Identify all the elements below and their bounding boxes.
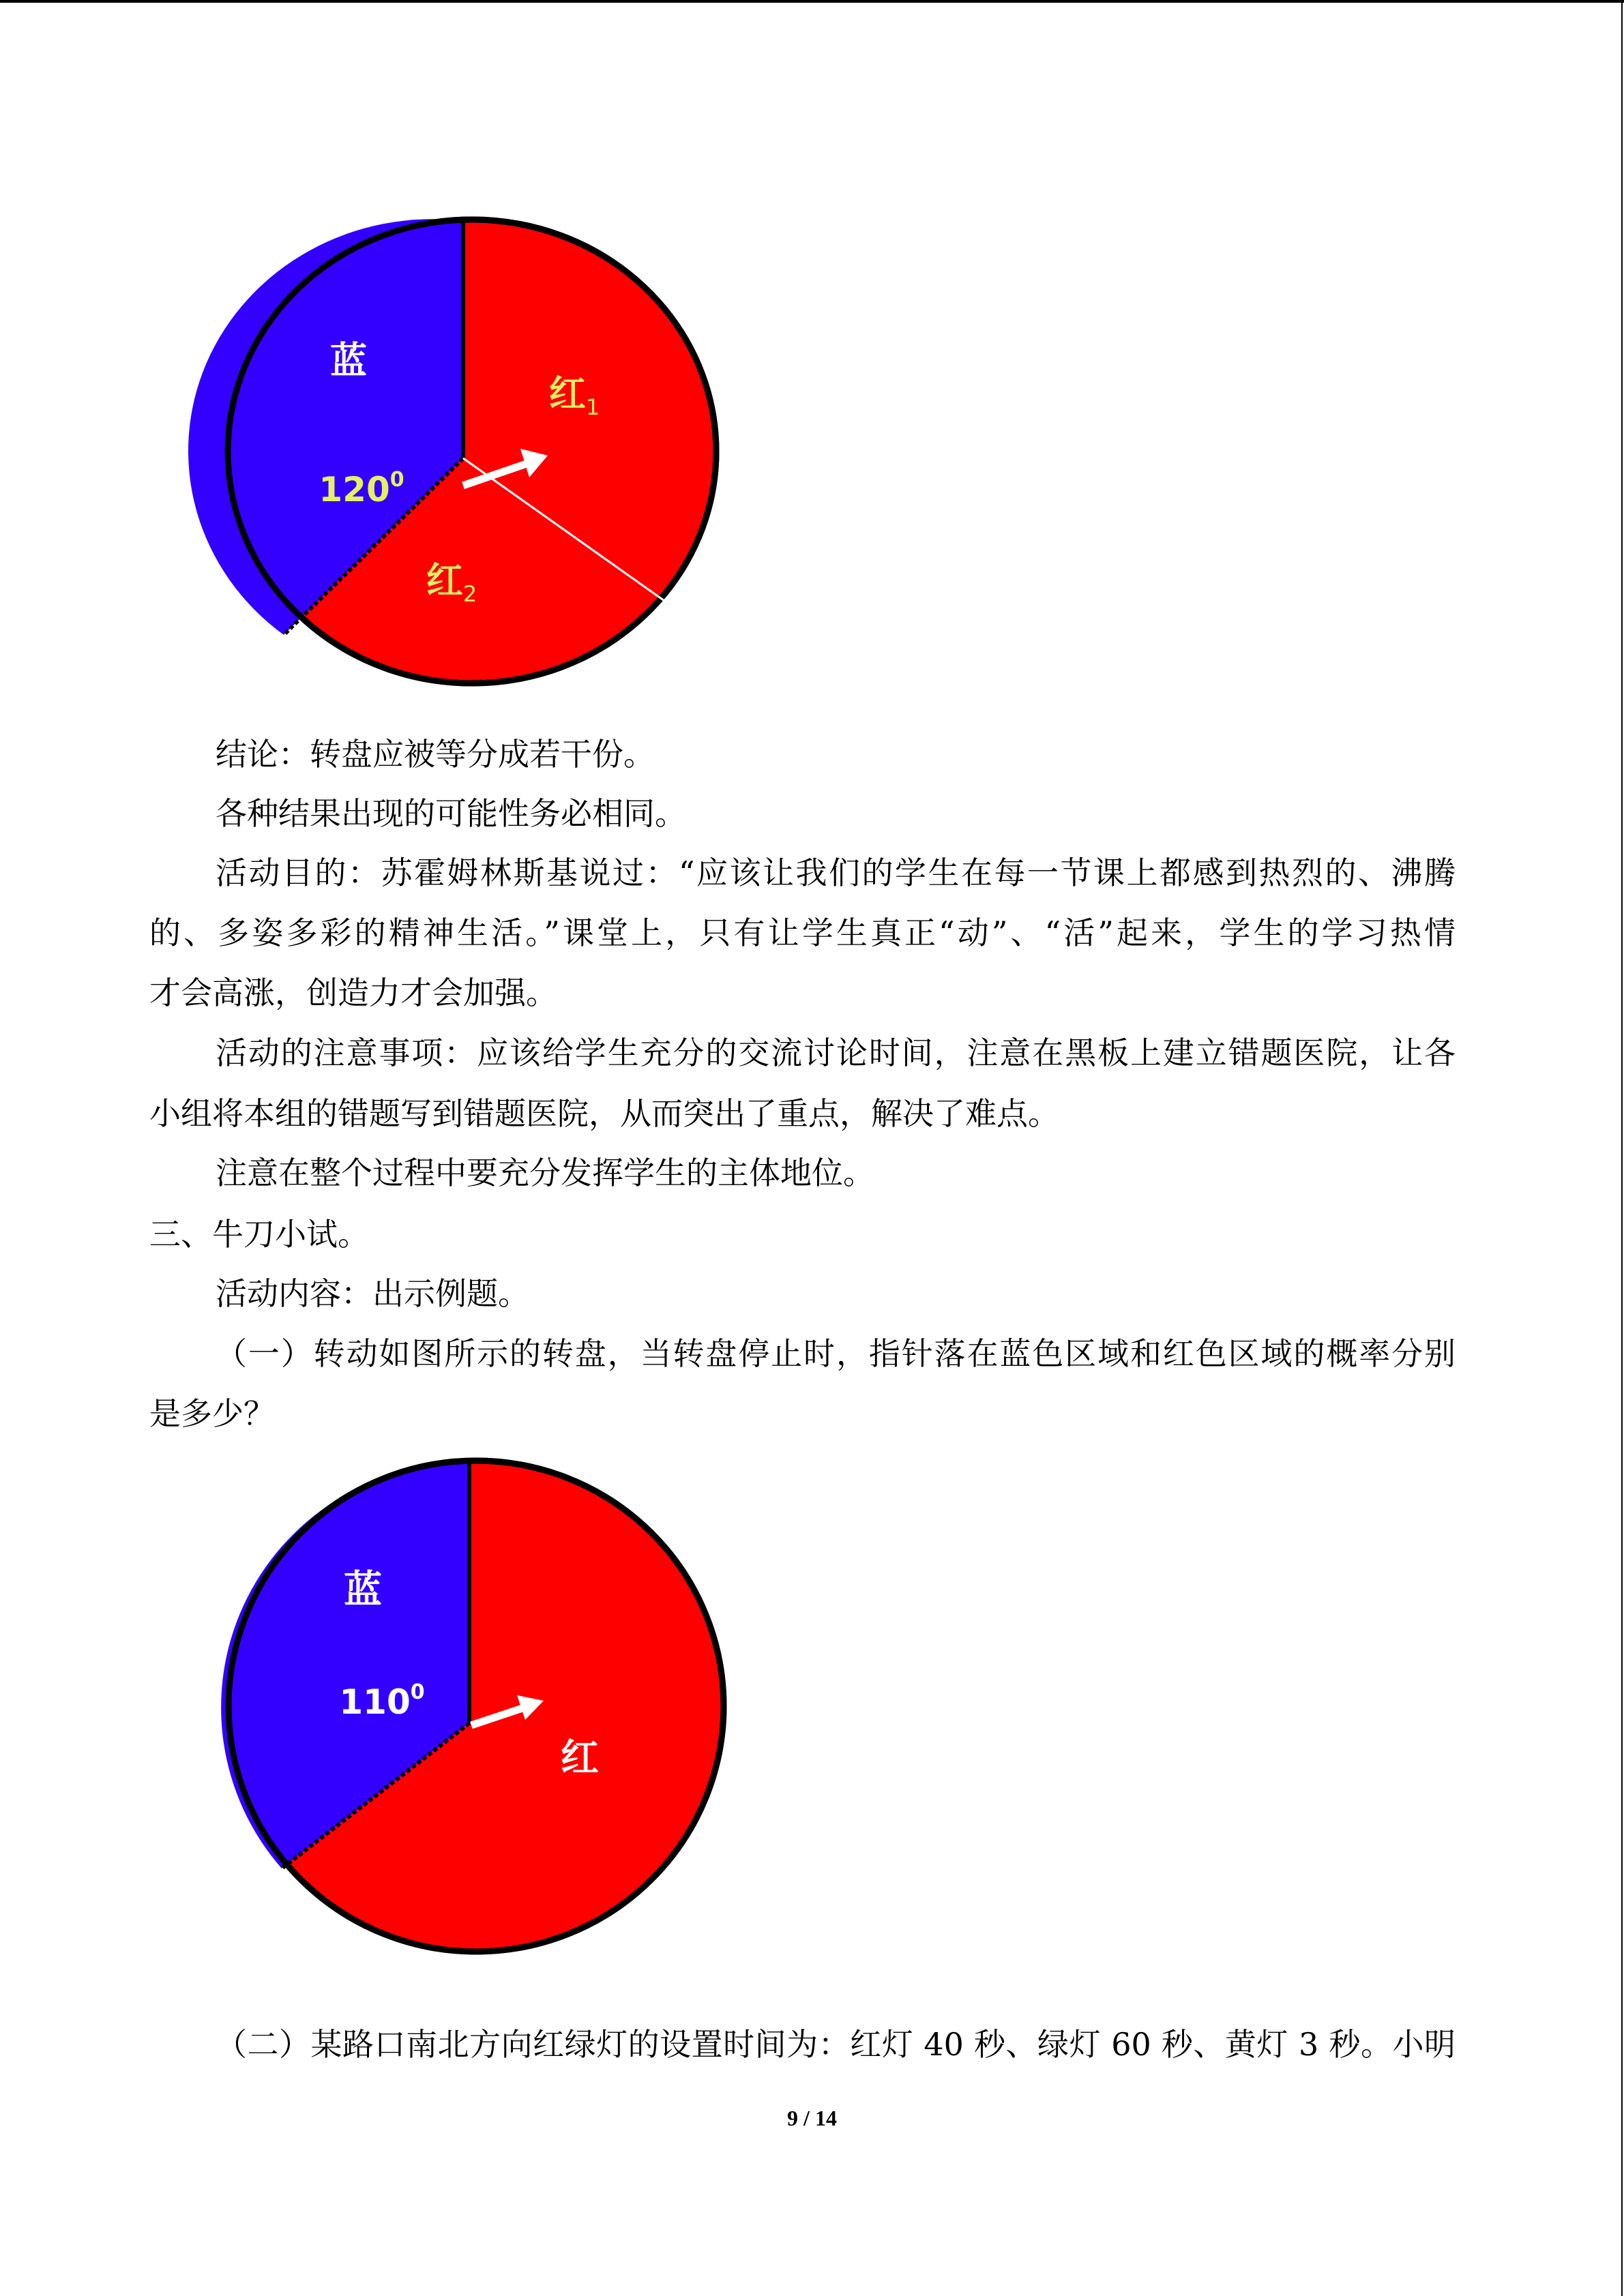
spinner-2-blue-label: 蓝 <box>344 1568 382 1612</box>
section-heading-3: 三、牛刀小试。 <box>149 1216 369 1253</box>
notes-line-1: 活动的注意事项：应该给学生充分的交流讨论时间，注意在黑板上建立错题医院，让各 <box>216 1034 1456 1071</box>
spinner-1-red2-label: 红$_2$ <box>426 559 477 607</box>
notes-line-3: 注意在整个过程中要充分发挥学生的主体地位。 <box>216 1154 874 1191</box>
question-1-line-1: （一）转动如图所示的转盘，当转盘停止时，指针落在蓝色区域和红色区域的概率分别 <box>216 1335 1456 1372</box>
question-2-line-1: （二）某路口南北方向红绿灯的设置时间为：红灯 40 秒、绿灯 60 秒、黄灯 3 秒。小明 <box>216 2026 1456 2063</box>
purpose-line-1: 活动目的：苏霍姆林斯基说过：“应该让我们的学生在每一节课上都感到热烈的、沸腾 <box>216 854 1456 891</box>
spinner-2-red-label: 红 <box>561 1736 599 1780</box>
spinner-2-angle-label: $110^0$ <box>339 1680 425 1722</box>
purpose-line-3: 才会高涨，创造力才会加强。 <box>149 974 557 1011</box>
conclusion-line-1: 结论：转盘应被等分成若干份。 <box>216 736 655 773</box>
notes-line-2: 小组将本组的错题写到错题医院，从而突出了重点，解决了难点。 <box>149 1095 1059 1132</box>
spinner-1-blue-label: 蓝 <box>330 339 367 382</box>
spinner-1-angle-label: $120^0$ <box>319 468 404 509</box>
spinner-diagram-2 <box>0 1432 1624 1978</box>
question-1-line-2: 是多少？ <box>149 1395 275 1432</box>
activity-content-line: 活动内容：出示例题。 <box>216 1275 529 1312</box>
conclusion-line-2: 各种结果出现的可能性务必相同。 <box>216 795 686 832</box>
purpose-line-2: 的、多姿多彩的精神生活。”课堂上，只有让学生真正“动”、“活”起来，学生的学习热情 <box>149 914 1456 951</box>
spinner-diagram-1 <box>0 0 1624 750</box>
page-indicator: 9 / 14 <box>787 2106 837 2130</box>
spinner-1-red1-label: 红$_1$ <box>548 372 600 420</box>
